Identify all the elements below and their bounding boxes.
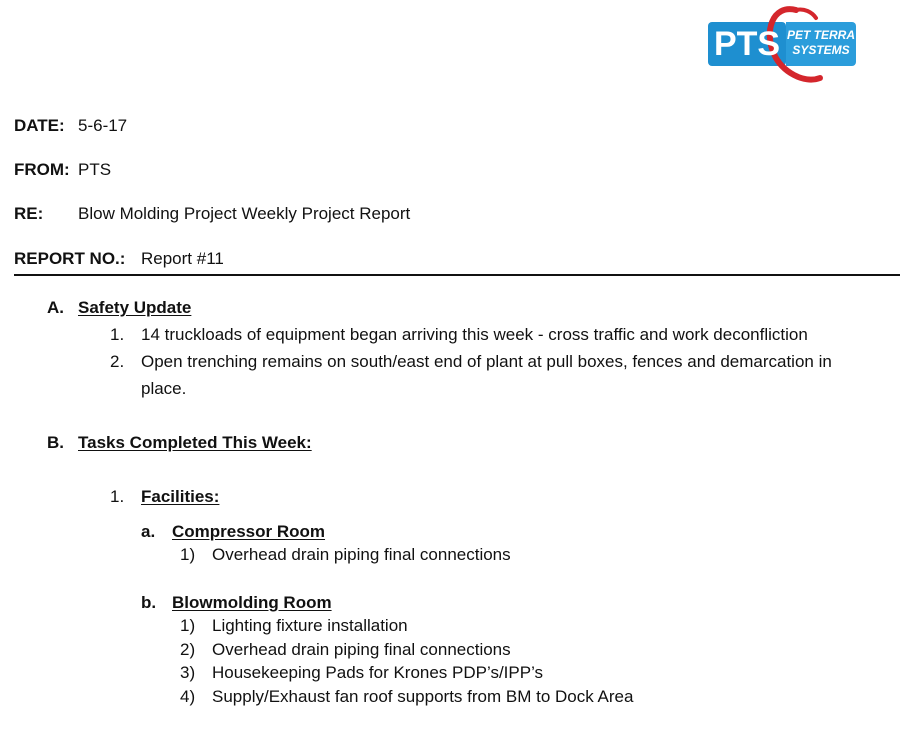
header-divider — [14, 274, 900, 276]
safety-item-1-text: 14 truckloads of equipment began arriving this week - cross traffic and work deconfliction — [141, 325, 808, 344]
date-value: 5-6-17 — [78, 116, 128, 135]
facilities-num: 1. — [110, 487, 125, 506]
safety-item-1-num: 1. — [110, 325, 125, 344]
blowmolding-item-4-num: 4) — [180, 687, 196, 706]
logo-initials: PTS — [713, 25, 781, 63]
re-value: Blow Molding Project Weekly Project Report — [78, 204, 411, 223]
compressor-item-1-num: 1) — [180, 545, 196, 564]
from-label: FROM: — [14, 160, 70, 179]
report-no-label: REPORT NO.: — [14, 249, 126, 268]
safety-item-2-num: 2. — [110, 352, 125, 371]
report-no-value: Report #11 — [141, 249, 224, 268]
blowmolding-item-4-text: Supply/Exhaust fan roof supports from BM to Dock Area — [212, 687, 634, 706]
safety-item-2-continued: place. — [141, 379, 187, 398]
section-b-letter: B. — [47, 433, 64, 452]
blowmolding-letter: b. — [141, 593, 157, 612]
blowmolding-item-2-text: Overhead drain piping final connections — [212, 640, 511, 659]
compressor-letter: a. — [141, 522, 156, 541]
section-b-title: Tasks Completed This Week: — [78, 433, 312, 452]
blowmolding-title: Blowmolding Room — [172, 593, 332, 612]
blowmolding-item-1-text: Lighting fixture installation — [212, 616, 408, 635]
compressor-item-1-text: Overhead drain piping final connections — [212, 545, 511, 564]
date-label: DATE: — [14, 116, 65, 135]
logo-line1: PET TERRA — [786, 28, 855, 42]
blowmolding-item-3-text: Housekeeping Pads for Krones PDP’s/IPP’s — [212, 663, 544, 682]
section-a-letter: A. — [47, 298, 64, 317]
safety-item-2-text: Open trenching remains on south/east end of plant at pull boxes, fences and demarcation in — [141, 352, 832, 371]
logo-line2: SYSTEMS — [792, 43, 850, 57]
from-value: PTS — [78, 160, 112, 179]
blowmolding-item-2-num: 2) — [180, 640, 196, 659]
blowmolding-item-3-num: 3) — [180, 663, 196, 682]
logo-company-name — [786, 28, 856, 58]
compressor-title: Compressor Room — [172, 522, 326, 541]
re-label: RE: — [14, 204, 44, 223]
pts-logo — [700, 2, 864, 90]
facilities-title: Facilities: — [141, 487, 220, 506]
section-a-title: Safety Update — [78, 298, 192, 317]
blowmolding-item-1-num: 1) — [180, 616, 196, 635]
